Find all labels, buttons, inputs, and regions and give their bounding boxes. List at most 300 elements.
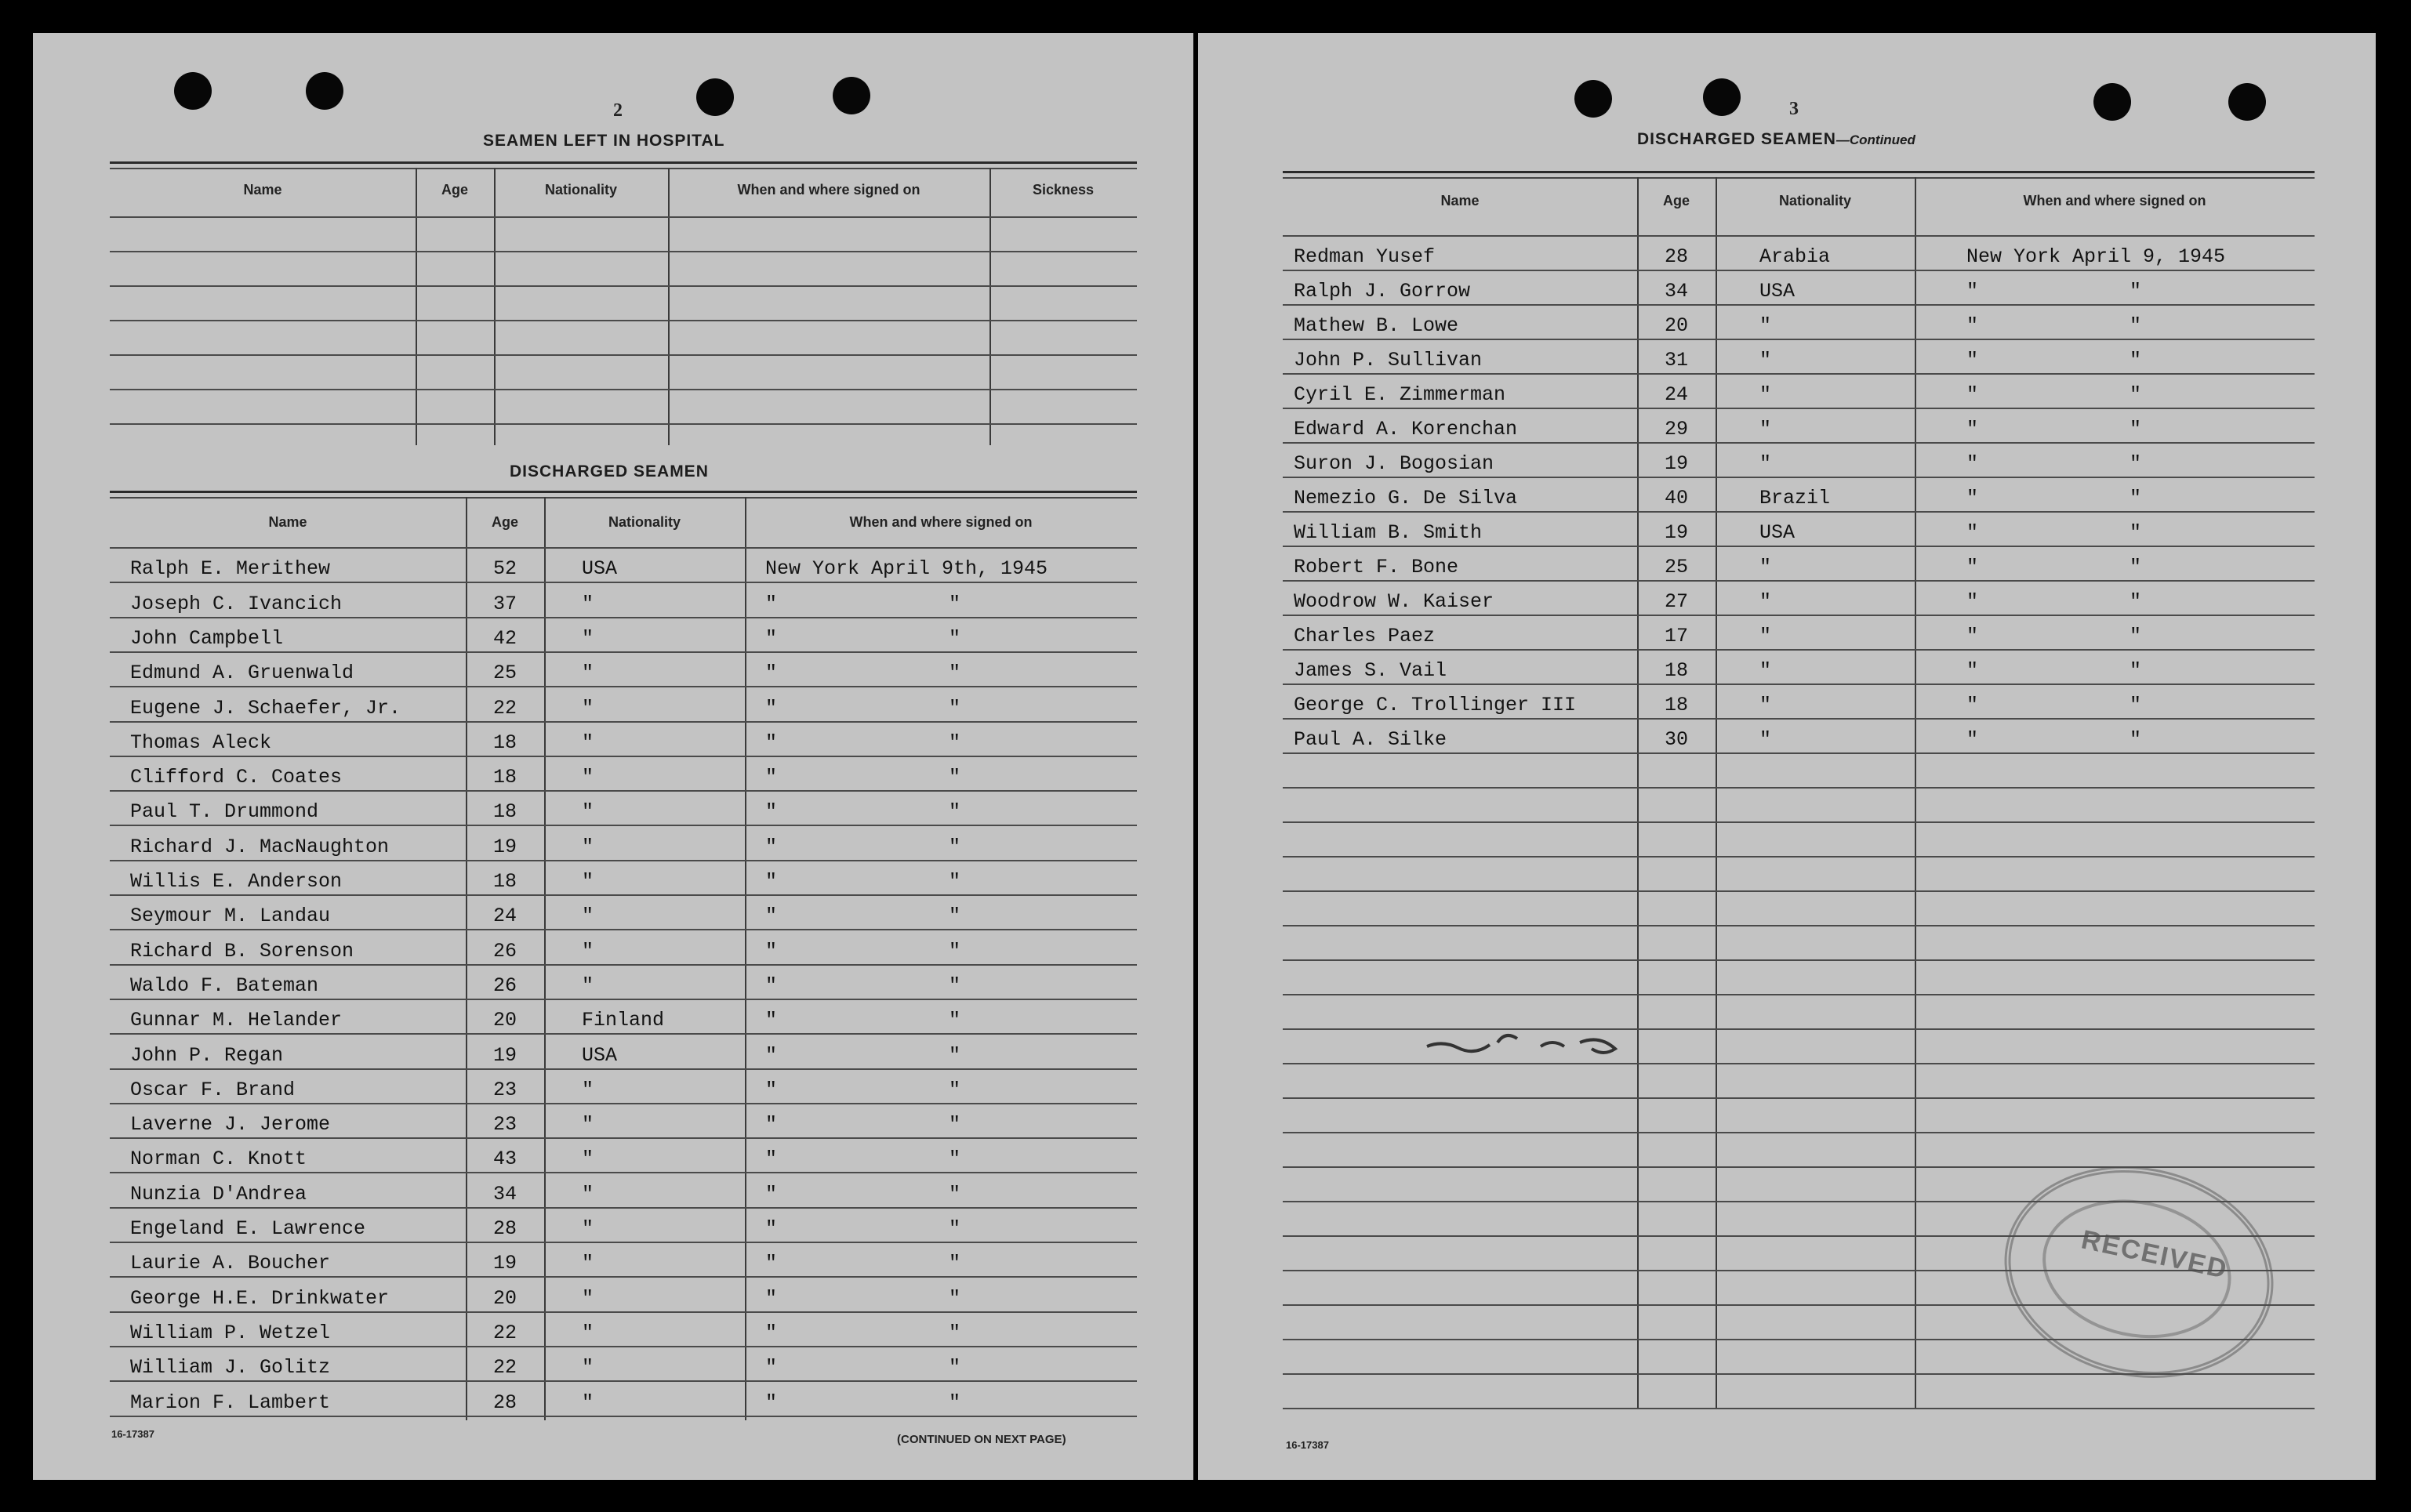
seaman-nationality: " [582,766,594,789]
seaman-age: 42 [492,626,517,650]
rule [110,497,1137,499]
signed-on-when: " [1966,383,1979,406]
seaman-age: 18 [492,766,517,789]
seaman-nationality: USA [582,1043,618,1067]
ruled-line [1283,1028,2315,1030]
title-text: DISCHARGED SEAMEN [1637,130,1836,148]
form-number: 16-17387 [111,1428,154,1440]
ruled-line [1283,925,2315,926]
seaman-name: Willis E. Anderson [130,870,343,893]
signed-on-where: " [949,905,961,928]
ruled-line [110,721,1137,723]
ruled-line [1283,615,2315,616]
signed-on-where: " [949,731,961,754]
signed-on-when: " [765,1148,778,1171]
signed-on-where: " [949,1078,961,1101]
seaman-nationality: " [582,800,594,824]
signed-on-where: " [949,870,961,893]
rule [1283,171,2315,173]
ruled-line [110,1416,1137,1417]
signed-on-when: " [765,1113,778,1137]
seaman-nationality: " [582,974,594,997]
seaman-nationality: " [582,939,594,963]
seaman-name: Ralph E. Merithew [130,557,331,581]
signed-on-where: " [2130,694,2142,716]
punch-hole [1574,80,1612,118]
seaman-name: Richard B. Sorenson [130,939,354,963]
seaman-nationality: " [582,1148,594,1171]
ruled-line [110,1207,1137,1209]
rule [110,491,1137,493]
seaman-age: 20 [492,1009,517,1032]
signed-on-where: " [949,592,961,615]
signed-on-where: " [2130,728,2142,751]
signed-on-where: " [949,1321,961,1344]
signed-on-where: " [2130,383,2142,406]
seaman-age: 18 [492,800,517,824]
seaman-nationality: " [582,1356,594,1380]
ruled-line [110,790,1137,792]
ruled-line [1283,649,2315,651]
column-divider [494,168,496,445]
seaman-age: 18 [1664,694,1688,716]
ruled-line [1283,511,2315,513]
signed-on-where: " [949,1356,961,1380]
seaman-name: Nunzia D'Andrea [130,1182,307,1206]
signed-on-where: " [949,662,961,685]
seaman-name: Clifford C. Coates [130,766,343,789]
signed-on-when: " [1966,418,1979,441]
seaman-nationality: " [582,696,594,720]
seaman-nationality: " [1759,418,1772,441]
seaman-nationality: " [1759,590,1772,613]
seaman-nationality: " [582,1113,594,1137]
signed-on-where: " [949,1391,961,1414]
signed-on-where: " [949,1252,961,1275]
seaman-age: 24 [492,905,517,928]
column-header: When and where signed on [2023,193,2206,208]
seaman-nationality: " [582,870,594,893]
signed-on-when: " [1966,349,1979,372]
signed-on-when: " [765,662,778,685]
seaman-name: Charles Paez [1294,625,1436,647]
ruled-line [1283,339,2315,340]
rule [110,161,1137,164]
seaman-nationality: " [582,1391,594,1414]
signed-on-when: " [765,1252,778,1275]
signed-on-when: " [1966,556,1979,578]
signed-on-where: " [2130,625,2142,647]
signed-on-when: New York April 9, 1945 [1966,245,2226,268]
seaman-name: Richard J. MacNaughton [130,835,390,858]
seaman-name: Woodrow W. Kaiser [1294,590,1494,613]
seaman-age: 27 [1664,590,1688,613]
ruled-line [110,1276,1137,1278]
ruled-line [110,929,1137,930]
ruled-line [110,756,1137,757]
seaman-name: John P. Sullivan [1294,349,1483,372]
ruled-line [110,1380,1137,1382]
signed-on-where: " [949,835,961,858]
ruled-line [1283,994,2315,995]
seaman-age: 25 [492,662,517,685]
signed-on-when: " [765,1043,778,1067]
seaman-name: Engeland E. Lawrence [130,1217,366,1240]
seaman-age: 30 [1664,728,1688,751]
ruled-line [110,547,1137,549]
seaman-age: 18 [492,731,517,754]
seaman-age: 29 [1664,418,1688,441]
seaman-name: Marion F. Lambert [130,1391,331,1414]
signed-on-where: " [2130,487,2142,509]
signed-on-when: " [765,1286,778,1310]
page-number: 3 [1789,99,1799,119]
ruled-line [110,320,1137,321]
seaman-name: James S. Vail [1294,659,1447,682]
signed-on-when: " [1966,314,1979,337]
seaman-name: Waldo F. Bateman [130,974,319,997]
signed-on-where: " [949,766,961,789]
ruled-line [1283,1270,2315,1271]
signed-on-where: " [949,800,961,824]
ruled-line [1283,1166,2315,1168]
signed-on-when: " [1966,625,1979,647]
column-divider [1915,177,1916,1408]
seaman-nationality: " [1759,349,1772,372]
seaman-nationality: " [582,626,594,650]
seaman-name: Suron J. Bogosian [1294,452,1494,475]
seaman-name: Oscar F. Brand [130,1078,296,1101]
seaman-age: 23 [492,1113,517,1137]
stamp-text: RECEIVED [2079,1224,2231,1285]
seaman-age: 20 [492,1286,517,1310]
seaman-age: 19 [1664,521,1688,544]
signed-on-when: " [1966,521,1979,544]
signed-on-when: " [765,835,778,858]
signed-on-where: " [2130,280,2142,303]
punch-hole [833,77,870,114]
ruled-line [1283,787,2315,789]
column-divider [544,497,546,1420]
seaman-nationality: USA [1759,521,1796,544]
seaman-age: 19 [492,835,517,858]
column-header: Name [1440,193,1480,208]
ruled-line [110,651,1137,653]
column-divider [1716,177,1717,1408]
seaman-nationality: USA [1759,280,1796,303]
ruled-line [110,1172,1137,1173]
column-header: Name [268,514,307,530]
rule [1283,177,2315,179]
seaman-name: William B. Smith [1294,521,1483,544]
ruled-line [110,216,1137,218]
signed-on-where: " [2130,452,2142,475]
seaman-nationality: " [1759,452,1772,475]
ruled-line [110,354,1137,356]
seaman-name: George C. Trollinger III [1294,694,1577,716]
signed-on-when: " [765,905,778,928]
rule [110,168,1137,169]
signed-on-where: " [949,626,961,650]
hospital-title: SEAMEN LEFT IN HOSPITAL [483,132,725,150]
column-divider [416,168,417,445]
ruled-line [1283,752,2315,754]
ruled-line [110,686,1137,687]
seaman-nationality: " [1759,314,1772,337]
ruled-line [1283,1097,2315,1099]
seaman-nationality: " [582,662,594,685]
continued-note: (CONTINUED ON NEXT PAGE) [897,1433,1066,1446]
seaman-age: 26 [492,939,517,963]
signed-on-when: " [765,696,778,720]
signed-on-where: " [949,696,961,720]
column-header: Age [1662,193,1690,208]
signed-on-where: " [2130,349,2142,372]
seaman-name: Cyril E. Zimmerman [1294,383,1506,406]
seaman-name: John P. Regan [130,1043,284,1067]
seaman-name: Redman Yusef [1294,245,1436,268]
ruled-line [1283,1132,2315,1133]
seaman-nationality: " [582,835,594,858]
discharged-continued-title [1637,130,1915,149]
seaman-nationality: " [1759,556,1772,578]
column-header: When and where signed on [849,514,1033,530]
seaman-nationality: USA [582,557,618,581]
column-header: Nationality [544,182,617,198]
ruled-line [1283,477,2315,478]
seaman-name: Thomas Aleck [130,731,272,754]
ruled-line [110,1033,1137,1035]
signed-on-when: " [765,1391,778,1414]
seaman-age: 43 [492,1148,517,1171]
seaman-age: 28 [492,1391,517,1414]
ruled-line [1283,1408,2315,1409]
title-suffix: —Continued [1835,132,1915,147]
seaman-name: Eugene J. Schaefer, Jr. [130,696,401,720]
ruled-line [1283,1235,2315,1237]
seaman-age: 17 [1664,625,1688,647]
ruled-line [110,1242,1137,1243]
column-header: Nationality [608,514,681,530]
ruled-line [110,251,1137,252]
seaman-age: 24 [1664,383,1688,406]
seaman-age: 19 [492,1252,517,1275]
seaman-name: William J. Golitz [130,1356,331,1380]
seaman-nationality: " [582,1182,594,1206]
signed-on-when: " [765,626,778,650]
signed-on-when: " [765,592,778,615]
seaman-name: Paul A. Silke [1294,728,1447,751]
seaman-name: Laverne J. Jerome [130,1113,331,1137]
seaman-name: Paul T. Drummond [130,800,319,824]
ruled-line [1283,235,2315,237]
signed-on-when: " [765,1182,778,1206]
signed-on-when: " [765,1078,778,1101]
column-header: When and where signed on [737,182,920,198]
ruled-line [110,825,1137,826]
signed-on-where: " [949,1182,961,1206]
signed-on-where: " [2130,521,2142,544]
signed-on-when: " [765,1009,778,1032]
signed-on-where: " [2130,418,2142,441]
signed-on-where: " [949,1113,961,1137]
signed-on-when: " [765,870,778,893]
seaman-nationality: " [1759,728,1772,751]
signed-on-when: " [765,1356,778,1380]
signed-on-when: " [1966,728,1979,751]
seaman-age: 19 [1664,452,1688,475]
signed-on-where: " [2130,590,2142,613]
seaman-nationality: " [582,1321,594,1344]
seaman-age: 34 [1664,280,1688,303]
seaman-name: Norman C. Knott [130,1148,307,1171]
ruled-line [1283,580,2315,582]
column-divider [745,497,746,1420]
seaman-nationality: Finland [582,1009,665,1032]
signed-on-when: " [765,939,778,963]
seaman-name: Joseph C. Ivancich [130,592,343,615]
seaman-age: 28 [492,1217,517,1240]
seaman-nationality: " [582,1286,594,1310]
ruled-line [110,1068,1137,1070]
signed-on-where: " [949,1217,961,1240]
signed-on-where: " [949,1286,961,1310]
column-header: Age [441,182,468,198]
column-header: Nationality [1778,193,1851,208]
seaman-age: 22 [492,1356,517,1380]
seaman-age: 19 [492,1043,517,1067]
ruled-line [110,1103,1137,1104]
seaman-age: 37 [492,592,517,615]
ruled-line [1283,959,2315,961]
signed-on-where: " [2130,314,2142,337]
ruled-line [1283,304,2315,306]
ruled-line [110,285,1137,287]
seaman-age: 31 [1664,349,1688,372]
signed-on-when: " [765,1321,778,1344]
ruled-line [110,894,1137,896]
seaman-age: 52 [492,557,517,581]
seaman-name: Nemezio G. De Silva [1294,487,1518,509]
signed-on-when: " [1966,659,1979,682]
ruled-line [110,1137,1137,1139]
seaman-name: Seymour M. Landau [130,905,331,928]
seaman-age: 40 [1664,487,1688,509]
punch-hole [1703,78,1741,116]
ruled-line [110,617,1137,618]
ruled-line [110,389,1137,390]
seaman-age: 22 [492,696,517,720]
signed-on-where: " [949,1148,961,1171]
ruled-line [1283,1304,2315,1306]
seaman-name: Edward A. Korenchan [1294,418,1518,441]
seaman-age: 18 [492,870,517,893]
ruled-line [1283,1201,2315,1202]
ruled-line [1283,1063,2315,1064]
signed-on-where: " [949,1009,961,1032]
ruled-line [1283,373,2315,375]
ruled-line [110,1311,1137,1313]
signed-on-when: " [1966,487,1979,509]
column-header: Name [243,182,282,198]
ruled-line [1283,1339,2315,1340]
ruled-line [110,860,1137,861]
seaman-nationality: " [582,592,594,615]
seaman-age: 23 [492,1078,517,1101]
signed-on-when: " [1966,590,1979,613]
ruled-line [1283,442,2315,444]
signed-on-where: " [2130,659,2142,682]
seaman-age: 34 [492,1182,517,1206]
signed-on-when: " [1966,280,1979,303]
seaman-age: 25 [1664,556,1688,578]
ruled-line [1283,270,2315,271]
punch-hole [696,78,734,116]
seaman-name: Robert F. Bone [1294,556,1459,578]
signed-on-when: " [1966,452,1979,475]
punch-hole [2093,83,2131,121]
ruled-line [1283,718,2315,720]
ruled-line [110,999,1137,1000]
seaman-name: Gunnar M. Helander [130,1009,343,1032]
seaman-nationality: " [1759,383,1772,406]
ruled-line [110,423,1137,425]
seaman-nationality: Arabia [1759,245,1831,268]
signed-on-where: " [2130,556,2142,578]
seaman-nationality: " [582,731,594,754]
column-divider [668,168,670,445]
seaman-nationality: Brazil [1759,487,1831,509]
seaman-name: Mathew B. Lowe [1294,314,1459,337]
page-number: 2 [613,100,623,121]
seaman-nationality: " [1759,625,1772,647]
ruled-line [1283,821,2315,823]
ruled-line [1283,408,2315,409]
discharged-title: DISCHARGED SEAMEN [510,462,709,480]
column-header: Sickness [1032,182,1095,198]
ruled-line [110,582,1137,583]
punch-hole [306,72,343,110]
form-number: 16-17387 [1286,1439,1329,1451]
ruled-line [1283,546,2315,547]
seaman-name: Laurie A. Boucher [130,1252,331,1275]
punch-hole [2228,83,2266,121]
column-divider [989,168,991,445]
seaman-age: 28 [1664,245,1688,268]
ruled-line [1283,856,2315,858]
ruled-line [110,964,1137,966]
seaman-nationality: " [582,905,594,928]
signed-on-when: " [765,766,778,789]
punch-hole [174,72,212,110]
signed-on-when: New York April 9th, 1945 [765,557,1048,581]
signed-on-when: " [765,800,778,824]
seaman-age: 22 [492,1321,517,1344]
ruled-line [1283,890,2315,892]
signed-on-where: " [949,974,961,997]
signed-on-when: " [1966,694,1979,716]
seaman-nationality: " [582,1217,594,1240]
signed-on-when: " [765,1217,778,1240]
seaman-nationality: " [1759,694,1772,716]
ruled-line [1283,683,2315,685]
ruled-line [1283,1373,2315,1375]
seaman-name: John Campbell [130,626,284,650]
signed-on-when: " [765,974,778,997]
signed-on-where: " [949,1043,961,1067]
seaman-name: George H.E. Drinkwater [130,1286,390,1310]
signed-on-where: " [949,939,961,963]
